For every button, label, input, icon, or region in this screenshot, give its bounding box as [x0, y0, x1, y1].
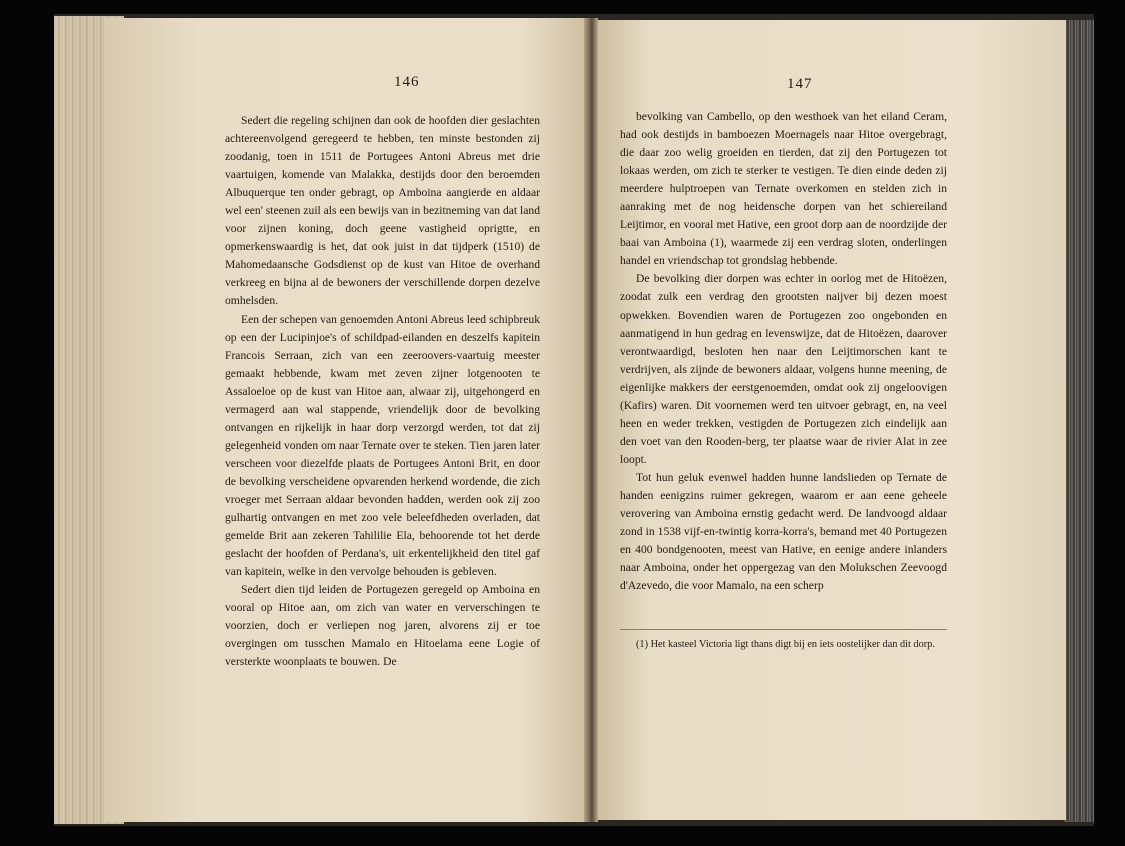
- left-page: [104, 18, 590, 822]
- page-body: [225, 112, 540, 671]
- footnote-text: (1) Het kasteel Victoria ligt thans digt bij en iets oostelijker dan dit dorp.: [636, 639, 935, 650]
- footnote-rule: [620, 629, 947, 630]
- cover-edge-right: [1064, 20, 1094, 822]
- paragraph: bevolking van Cambello, op den westhoek van het eiland Ceram, had ook destijds in bamboezen Moernagels naar Hitoe overgebragt, die daar zoo welig groeiden en tierden, dat zij den Portugezen tot lokaas werden, om zich te sterker te vestigen. Te dien einde deden zij meerdere hulptroepen van Ternate overkomen en stelden zich in aanraking met de nog heidensche dorpen van het schiereiland Leijtimor, en vooral met Hative, een groot dorp aan de noordzijde der baai van Amboina (1), waarmede zij een verdrag sloten, onderlingen handel en vriendschap tot grondslag hebbende.: [620, 110, 947, 268]
- right-page: [592, 20, 1066, 820]
- footnote: [620, 637, 947, 652]
- page-number: 147: [787, 76, 813, 92]
- paragraph: De bevolking dier dorpen was echter in oorlog met de Hitoëzen, zoodat zulk een verdrag den grootsten naijver bij dezen moest opwekken. Bovendien waren de Portugezen zoo ongebonden en aanmatigend in hun gedrag en levenswijze, dat de Hitoëzen, daarover verontwaardigd, besloten hen naar den Leijtimorschen kant te verdrijven, als zijnde de bewoners aldaar, volgens hunne meening, de eigenlijke makkers der eerstgenoemden, omdat ook zij ongeloovigen (Kafirs) waren. Dit voornemen werd ten uitvoer gebragt, en, na veel heen en weder trekken, vestigden de Portugezen zich eindelijk aan den voet van den Rooden-berg, ter plaatse waar de rivier Alat in zee loopt.: [620, 272, 947, 466]
- book-gutter: [584, 18, 598, 822]
- paragraph: Een der schepen van genoemden Antoni Abreus leed schipbreuk op een der Lucipinjoe's of schildpad-eilanden en deszelfs kapitein Francois Serraan, zich van een zeeroovers-vaartuig meester gemaakt hebbende, kwam met zeven zijner lotgenooten te Assaloeloe op de kust van Hitoe aan, alwaar zij, uitgehongerd en vermagerd aan wal stappende, vriendelijk door de bevolking ontvangen en rijkelijk in haar dorp verzorgd werden, tot dat zij gelegenheid vonden om naar Ternate over te steken. Tien jaren later verscheen voor diezelfde plaats de Portugees Antoni Brit, en door de bevolking verscheidene opvarenden herkend wordende, die zich vroeger met Serraan aldaar bevonden hadden, werden ook zij zoo gulhartig ontvangen en met zoo vele beleefdheden overladen, dat gemelde Brit aan zekeren Tahililie Ela, behoorende tot het derde geslacht der hoofden of Perdana's, uit erkentelijkheid den titel gaf van kapitein, welke in den vervolge behouden is gebleven.: [225, 312, 540, 579]
- paragraph: Sedert die regeling schijnen dan ook de hoofden dier geslachten achtereenvolgend geregeerd te hebben, ten minste bestonden zij zoodanig, toen in 1511 de Portugees Antoni Abreus met drie vaartuigen, komende van Malakka, destijds door den beroemden Albuquerque ten onder gebragt, op Amboina aangierde en aldaar wel een' steenen zuil als een bewijs van in bezitneming van dat land voor zijnen koning, doch geene vastigheid oprigtte, en opmerkenswaardig is het, dat ook juist in dat tijdperk (1510) de Mahomedaansche Godsdienst op de kust van Hitoe de overhand verkreeg en bijna al de bewoners der verschillende dorpen dezelve omhelsden.: [225, 114, 541, 308]
- paragraph: Sedert dien tijd leiden de Portugezen geregeld op Amboina en vooral op Hitoe aan, om zich van water en ververschingen te voorzien, doch er verliepen nog jaren, alvorens zij er toe overgingen om tusschen Mamalo en Hitoelama eene Logie of versterkte woonplaats te bouwen. De: [225, 583, 540, 669]
- paragraph: Tot hun geluk evenwel hadden hunne landslieden op Ternate de handen eenigzins ruimer gekregen, waarom er aan eene geheele verovering van Amboina ernstig gedacht werd. De landvoogd aldaar zond in 1538 vijf-en-twintig korra-korra's, bemand met 40 Portugezen en 400 bondgenooten, meest van Hative, en eenige andere inlanders naar Amboina, onder het oppergezag van den Molukschen Zeevoogd d'Azevedo, die voor Mamalo, na een scherp: [620, 470, 947, 593]
- page-number: 146: [394, 74, 420, 90]
- page-body: [620, 108, 947, 595]
